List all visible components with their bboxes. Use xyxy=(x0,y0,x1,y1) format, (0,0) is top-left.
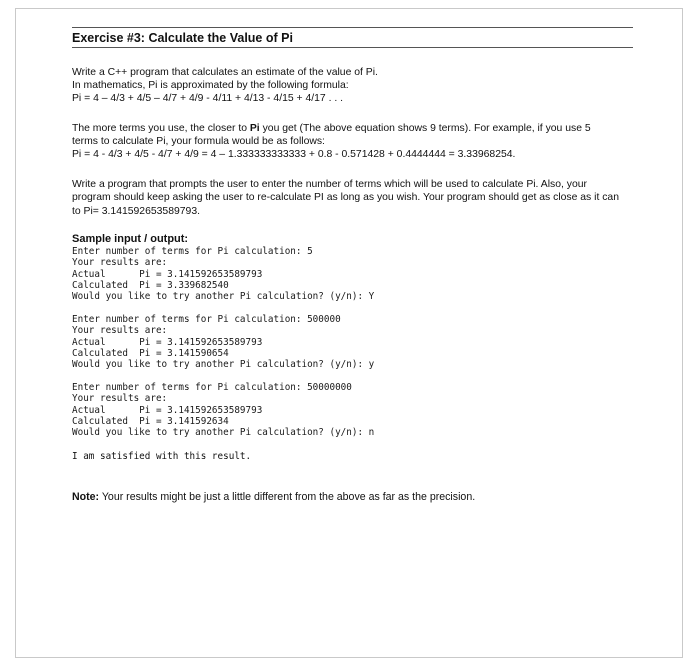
intro-line-1: Write a C++ program that calculates an estimate of the value of Pi. xyxy=(72,67,378,78)
task-paragraph xyxy=(72,178,640,218)
sample-io-heading: Sample input / output: xyxy=(72,232,189,245)
intro-line-2: In mathematics, Pi is approximated by the following formula: xyxy=(72,80,349,92)
run-try-again: Would you like to try another Pi calculation? (y/n): n xyxy=(72,427,375,439)
note-label: Note: xyxy=(72,490,100,503)
run-prompt: Enter number of terms for Pi calculation: 500000 xyxy=(72,314,341,326)
run-calculated-pi: Calculated Pi = 3.339682540 xyxy=(72,279,229,291)
sample-run-3 xyxy=(72,382,640,438)
run-results-label: Your results are: xyxy=(72,257,168,269)
run-prompt: Enter number of terms for Pi calculation: 5 xyxy=(72,246,313,258)
intro-paragraph xyxy=(72,66,640,106)
exercise-title: Exercise #3: Calculate the Value of Pi xyxy=(72,31,293,45)
task-line-3: to Pi= 3.141592653589793. xyxy=(72,205,200,217)
run-prompt: Enter number of terms for Pi calculation: 50000000 xyxy=(72,382,352,393)
terms-line-2: terms to calculate Pi, your formula would be as follows: xyxy=(72,135,325,147)
terms-line-1-after: you get (The above equation shows 9 terms). For example, if you use 5 xyxy=(259,122,591,134)
task-line-2: program should keep asking the user to re-calculate PI as long as you wish. Your program should get as close as it can xyxy=(72,192,619,204)
run-actual-pi: Actual Pi = 3.141592653589793 xyxy=(72,268,263,280)
run-actual-pi: Actual Pi = 3.141592653589793 xyxy=(72,404,263,416)
run-results-label: Your results are: xyxy=(72,325,168,337)
sample-run-2 xyxy=(72,314,640,370)
run-calculated-pi: Calculated Pi = 3.141592634 xyxy=(72,415,229,427)
run-try-again: Would you like to try another Pi calculation? (y/n): Y xyxy=(72,291,375,303)
task-line-1: Write a program that prompts the user to enter the number of terms which will be used to calculate Pi. Also, your xyxy=(72,179,587,191)
terms-line-1-before: The more terms you use, the closer to xyxy=(72,122,250,134)
note-paragraph xyxy=(72,491,640,504)
terms-line-1 xyxy=(72,122,640,135)
run-calculated-pi: Calculated Pi = 3.141590654 xyxy=(72,347,229,359)
note-text: Your results might be just a little different from the above as far as the precision. xyxy=(99,490,476,503)
document-content xyxy=(72,28,640,504)
run-actual-pi: Actual Pi = 3.141592653589793 xyxy=(72,336,263,348)
sample-run-1 xyxy=(72,246,640,302)
pi-formula: Pi = 4 – 4/3 + 4/5 – 4/7 + 4/9 - 4/11 + 4/13 - 4/15 + 4/17 . . . xyxy=(72,93,344,105)
pi-bold-word: Pi xyxy=(249,122,260,134)
run-results-label: Your results are: xyxy=(72,393,168,405)
five-terms-formula: Pi = 4 - 4/3 + 4/5 - 4/7 + 4/9 = 4 – 1.333333333333 + 0.8 - 0.571428 + 0.4444444 = 3.33968254. xyxy=(72,149,516,161)
closing-line: I am satisfied with this result. xyxy=(72,451,252,463)
terms-paragraph xyxy=(72,122,640,162)
run-try-again: Would you like to try another Pi calculation? (y/n): y xyxy=(72,359,375,371)
